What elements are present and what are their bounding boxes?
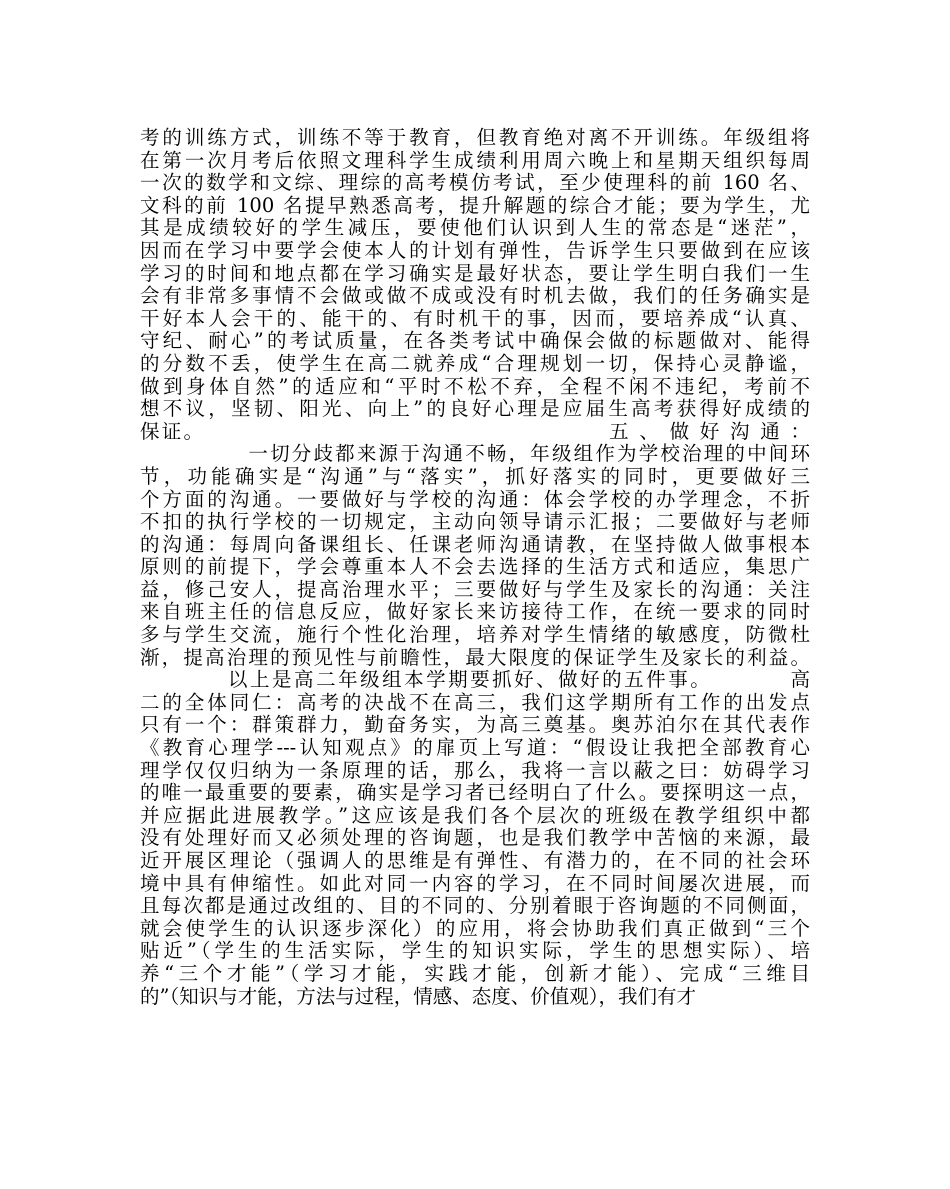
text-line: 以上是高二年级组本学期要抓好、做好的五件事。 高 <box>140 669 810 692</box>
text-line: 因而在学习中要学会使本人的计划有弹性，告诉学生只要做到在应该 <box>140 239 810 262</box>
text-line: 一切分歧都来源于沟通不畅，年级组作为学校治理的中间环 <box>140 443 810 466</box>
text-line: 做到身体自然”的适应和“平时不松不弃，全程不闲不违纪，考前不 <box>140 375 810 398</box>
text-line: 文科的前 100 名提早熟悉高考，提升解题的综合才能；要为学生，尤 <box>140 194 810 217</box>
text-line: 在第一次月考后依照文理科学生成绩利用周六晚上和星期天组织每周 <box>140 149 810 172</box>
text-line: 贴近”（学生的生活实际，学生的知识实际，学生的思想实际）、培 <box>140 940 810 963</box>
text-line: 就会使学生的认识逐步深化）的应用，将会协助我们真正做到“三个 <box>140 917 810 940</box>
text-line: 《教育心理学---认知观点》的扉页上写道：“假设让我把全部教育心 <box>140 737 810 760</box>
text-line: 一次的数学和文综、理综的高考模仿考试，至少使理科的前 160 名、 <box>140 172 810 195</box>
text-line: 不扣的执行学校的一切规定，主动向领导请示汇报；二要做好与老师 <box>140 511 810 534</box>
document-body <box>140 127 810 1008</box>
text-line: 近开展区理论（强调人的思维是有弹性、有潜力的，在不同的社会环 <box>140 850 810 872</box>
text-line: 的唯一最重要的要素，确实是学习者已经明白了什么。要探明这一点， <box>140 782 810 805</box>
text-line: 节，功能确实是“沟通”与“落实”，抓好落实的同时，更要做好三 <box>140 465 810 488</box>
text-line: 原则的前提下，学会尊重本人不会去选择的生活方式和适应，集思广 <box>140 556 810 579</box>
text-line: 学习的时间和地点都在学习确实是最好状态，要让学生明白我们一生 <box>140 262 810 285</box>
text-line: 且每次都是通过改组的、目的不同的、分别着眼于咨询题的不同侧面， <box>140 895 810 918</box>
text-line: 守纪、耐心”的考试质量，在各类考试中确保会做的标题做对、能得 <box>140 330 810 353</box>
text-line: 理学仅仅归纳为一条原理的话，那么，我将一言以蔽之曰：妨碍学习 <box>140 759 810 782</box>
text-line: 二的全体同仁：高考的决战不在高三，我们这学期所有工作的出发点 <box>140 691 810 714</box>
text-line: 的”（知识与才能，方法与过程，情感、态度、价值观），我们有才 <box>140 985 696 1008</box>
text-line: 的沟通：每周向备课组长、任课老师沟通请教，在坚持做人做事根本 <box>140 533 810 556</box>
text-line: 来自班主任的信息反应，做好家长来访接待工作，在统一要求的同时 <box>140 601 810 624</box>
section-heading-line: 保证。 五 、 做 好 沟 通 ： <box>140 420 810 443</box>
text-line: 会有非常多事情不会做或做不成或没有时机去做，我们的任务确实是 <box>140 285 810 308</box>
text-line: 干好本人会干的、能干的、有时机干的事，因而，要培养成“认真、 <box>140 307 810 330</box>
text-line: 多与学生交流，施行个性化治理，培养对学生情绪的敏感度，防微杜 <box>140 624 810 647</box>
text-line: 想不议，坚韧、阳光、向上”的良好心理是应届生高考获得好成绩的 <box>140 398 810 421</box>
text-line: 其是成绩较好的学生减压，要使他们认识到人生的常态是“迷茫”， <box>140 217 810 240</box>
text-line: 考的训练方式，训练不等于教育，但教育绝对离不开训练。年级组将 <box>140 127 810 149</box>
text-line: 境中具有伸缩性。如此对同一内容的学习，在不同时间屡次进展，而 <box>140 872 810 895</box>
text-line: 个方面的沟通。一要做好与学校的沟通：体会学校的办学理念，不折 <box>140 488 810 511</box>
text-line: 没有处理好而又必须处理的咨询题，也是我们教学中苦恼的来源，最 <box>140 827 810 850</box>
text-line: 养“三个才能”（学习才能，实践才能，创新才能）、完成“三维目 <box>140 962 810 985</box>
text-line: 只有一个：群策群力，勤奋务实，为高三奠基。奥苏泊尔在其代表作 <box>140 714 810 737</box>
text-line: 渐，提高治理的预见性与前瞻性，最大限度的保证学生及家长的利益。 <box>140 646 810 669</box>
text-line: 的分数不丢，使学生在高二就养成“合理规划一切，保持心灵静谧， <box>140 352 810 375</box>
text-line: 并应据此进展教学。”这应该是我们各个层次的班级在教学组织中都 <box>140 804 810 827</box>
text-line: 益，修己安人，提高治理水平；三要做好与学生及家长的沟通：关注 <box>140 578 810 601</box>
